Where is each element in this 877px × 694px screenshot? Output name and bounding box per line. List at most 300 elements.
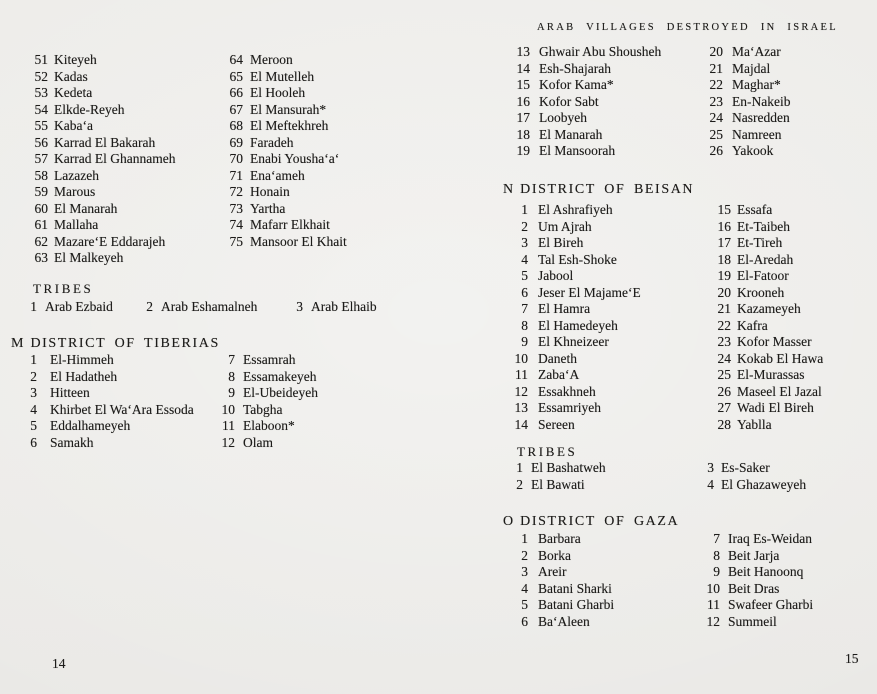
list-item bbox=[512, 318, 641, 335]
list-item bbox=[510, 127, 661, 144]
list-item bbox=[709, 235, 823, 252]
item-name: Borka bbox=[538, 547, 571, 563]
item-number: 53 bbox=[34, 85, 48, 100]
list-item bbox=[703, 127, 790, 144]
list-item bbox=[226, 151, 347, 168]
item-name: Kaba‘a bbox=[54, 118, 93, 133]
item-number: 7 bbox=[228, 352, 235, 367]
item-name: El Bawati bbox=[531, 476, 585, 492]
item-name: Kofor Kama* bbox=[539, 77, 614, 92]
item-number: 4 bbox=[521, 580, 528, 596]
item-name: El Hooleh bbox=[250, 85, 306, 100]
list-item bbox=[510, 110, 661, 127]
item-name: El Ashrafiyeh bbox=[538, 202, 613, 217]
item-number: 16 bbox=[516, 93, 530, 109]
list-item bbox=[30, 85, 175, 102]
item-name: Nasredden bbox=[732, 110, 790, 125]
item-number: 2 bbox=[146, 299, 153, 314]
item-name: El Bireh bbox=[538, 235, 584, 250]
item-name: Iraq Es-Weidan bbox=[728, 531, 812, 546]
item-name: Beit Dras bbox=[728, 580, 780, 596]
list-item bbox=[700, 548, 813, 565]
beisan-list-col2 bbox=[709, 202, 823, 433]
list-item bbox=[220, 418, 318, 435]
item-name: Es-Saker bbox=[721, 460, 770, 475]
item-name: Olam bbox=[243, 434, 273, 450]
item-number: 12 bbox=[706, 613, 720, 629]
item-name: Samakh bbox=[50, 434, 94, 450]
item-number: 4 bbox=[707, 476, 714, 492]
item-name: Kofor Masser bbox=[737, 334, 812, 349]
list-item bbox=[709, 334, 823, 351]
list-item bbox=[700, 581, 813, 598]
item-name: El-Aredah bbox=[737, 251, 794, 267]
list-item bbox=[512, 219, 641, 236]
item-name: Marous bbox=[54, 184, 96, 199]
item-number: 51 bbox=[34, 52, 48, 67]
item-number: 67 bbox=[229, 101, 243, 117]
item-number: 15 bbox=[516, 77, 530, 92]
list-item bbox=[512, 597, 614, 614]
list-item bbox=[700, 614, 813, 631]
list-item bbox=[703, 44, 790, 61]
item-number: 25 bbox=[709, 126, 723, 142]
item-number: 16 bbox=[717, 218, 731, 234]
list-item bbox=[24, 352, 194, 369]
list-item bbox=[30, 69, 175, 86]
list-item bbox=[700, 477, 806, 494]
item-number: 17 bbox=[717, 235, 731, 250]
list-item bbox=[512, 351, 641, 368]
list-item bbox=[703, 94, 790, 111]
list-item bbox=[709, 301, 823, 318]
list-item bbox=[226, 85, 347, 102]
item-name: Essamriyeh bbox=[538, 400, 601, 415]
list-item bbox=[30, 217, 175, 234]
item-name: Namreen bbox=[732, 126, 782, 142]
tiberias-continued-col1 bbox=[510, 44, 661, 160]
list-item bbox=[220, 435, 318, 452]
list-item bbox=[512, 417, 641, 434]
item-name: Essafa bbox=[737, 202, 773, 217]
item-name: Kazameyeh bbox=[737, 301, 801, 316]
item-number: 13 bbox=[514, 400, 528, 415]
item-name: Jeser El Majame‘E bbox=[538, 284, 641, 300]
list-item bbox=[30, 250, 175, 267]
item-name: El Hamedeyeh bbox=[538, 317, 618, 333]
item-name: Karrad El Ghannameh bbox=[54, 151, 176, 166]
item-name: Batani Gharbi bbox=[538, 597, 615, 612]
list-item bbox=[512, 460, 606, 477]
list-item bbox=[709, 318, 823, 335]
page-number-left: 14 bbox=[52, 656, 66, 671]
list-item bbox=[220, 385, 318, 402]
list-item bbox=[30, 151, 175, 168]
page-number-right: 15 bbox=[845, 651, 859, 666]
beisan-tribes-col1 bbox=[512, 460, 606, 493]
item-name: Zaba‘A bbox=[538, 367, 580, 382]
item-number: 7 bbox=[713, 531, 720, 546]
item-name: Kiteyeh bbox=[54, 52, 97, 67]
item-number: 27 bbox=[717, 400, 731, 415]
item-number: 6 bbox=[521, 613, 528, 629]
list-item bbox=[24, 418, 194, 435]
list-item bbox=[30, 135, 175, 152]
item-name: Ba‘Aleen bbox=[538, 613, 590, 629]
item-number: 13 bbox=[516, 44, 530, 59]
list-item bbox=[24, 385, 194, 402]
list-item bbox=[30, 118, 175, 135]
item-name: El Manarah bbox=[539, 126, 603, 142]
item-number: 3 bbox=[296, 299, 303, 314]
list-item bbox=[512, 301, 641, 318]
item-number: 69 bbox=[229, 134, 243, 150]
list-item bbox=[703, 110, 790, 127]
item-number: 3 bbox=[707, 460, 714, 475]
list-item bbox=[512, 202, 641, 219]
item-number: 57 bbox=[34, 151, 48, 166]
item-name: Eddalhameyeh bbox=[50, 418, 131, 433]
item-number: 8 bbox=[713, 547, 720, 563]
tiberias-list-col1 bbox=[24, 352, 194, 451]
item-name: El Mansurah* bbox=[250, 101, 327, 117]
item-number: 5 bbox=[521, 268, 528, 283]
list-item bbox=[512, 581, 614, 598]
list-item bbox=[709, 384, 823, 401]
running-header: ARAB VILLAGES DESTROYED IN ISRAEL bbox=[537, 22, 838, 33]
item-number: 70 bbox=[229, 151, 243, 166]
list-item bbox=[510, 61, 661, 78]
item-name: Elkde-Reyeh bbox=[54, 101, 125, 117]
section-heading-beisan bbox=[503, 182, 694, 198]
item-name: El-Himmeh bbox=[50, 352, 114, 367]
section-title: DISTRICT OF TIBERIAS bbox=[30, 336, 220, 351]
item-name: Essamrah bbox=[243, 352, 296, 367]
item-name: Karrad El Bakarah bbox=[54, 134, 156, 150]
item-number: 55 bbox=[34, 118, 48, 133]
item-number: 60 bbox=[34, 200, 48, 216]
item-name: El Meftekhreh bbox=[250, 118, 329, 133]
item-number: 24 bbox=[717, 350, 731, 366]
list-item bbox=[700, 597, 813, 614]
beisan-list-col1 bbox=[512, 202, 641, 433]
item-number: 1 bbox=[30, 299, 37, 314]
item-number: 18 bbox=[516, 126, 530, 142]
item-name: Maseel El Jazal bbox=[737, 383, 822, 399]
item-name: Maghar* bbox=[732, 77, 781, 92]
item-name: Essakhneh bbox=[538, 383, 596, 399]
item-number: 62 bbox=[34, 233, 48, 249]
list-item bbox=[709, 202, 823, 219]
item-number: 63 bbox=[34, 250, 48, 265]
item-name: Areir bbox=[538, 564, 567, 579]
list-item bbox=[226, 102, 347, 119]
list-item bbox=[512, 235, 641, 252]
item-name: Majdal bbox=[732, 60, 771, 76]
tribe-item bbox=[146, 299, 257, 316]
item-number: 24 bbox=[709, 110, 723, 125]
item-number: 14 bbox=[514, 416, 528, 432]
item-name: Barbara bbox=[538, 531, 581, 546]
list-item bbox=[709, 252, 823, 269]
list-item bbox=[510, 44, 661, 61]
list-item bbox=[510, 77, 661, 94]
item-number: 1 bbox=[30, 352, 37, 367]
item-name: El-Murassas bbox=[737, 367, 805, 382]
list-item bbox=[709, 219, 823, 236]
item-number: 58 bbox=[34, 167, 48, 183]
item-number: 9 bbox=[521, 334, 528, 349]
tribes-label-left: TRIBES bbox=[33, 281, 94, 296]
item-number: 26 bbox=[709, 143, 723, 158]
item-number: 75 bbox=[229, 233, 243, 249]
item-number: 61 bbox=[34, 217, 48, 232]
item-number: 22 bbox=[717, 317, 731, 333]
item-name: Esh-Shajarah bbox=[539, 60, 611, 76]
list-item bbox=[226, 118, 347, 135]
list-item bbox=[220, 369, 318, 386]
item-number: 25 bbox=[717, 367, 731, 382]
item-number: 2 bbox=[521, 547, 528, 563]
list-item bbox=[24, 369, 194, 386]
item-name: Hitteen bbox=[50, 385, 90, 400]
section-letter: M bbox=[11, 336, 24, 351]
item-name: Daneth bbox=[538, 350, 577, 366]
item-name: Faradeh bbox=[250, 134, 294, 150]
list-item bbox=[226, 52, 347, 69]
item-name: Mafarr Elkhait bbox=[250, 217, 330, 232]
tribes-label-right: TRIBES bbox=[517, 444, 578, 459]
item-number: 21 bbox=[717, 301, 731, 316]
section-heading-tiberias bbox=[11, 336, 220, 352]
item-number: 68 bbox=[229, 118, 243, 133]
item-number: 2 bbox=[521, 218, 528, 234]
item-name: Sereen bbox=[538, 416, 575, 432]
item-number: 10 bbox=[221, 401, 235, 417]
item-number: 28 bbox=[717, 416, 731, 432]
list-item bbox=[220, 402, 318, 419]
item-number: 4 bbox=[521, 251, 528, 267]
item-name: Jabool bbox=[538, 268, 574, 283]
item-number: 1 bbox=[521, 202, 528, 217]
item-name: Enabi Yousha‘a‘ bbox=[250, 151, 340, 166]
village-list-60s-col2 bbox=[226, 52, 347, 250]
item-name: Lazazeh bbox=[54, 167, 99, 183]
list-item bbox=[709, 400, 823, 417]
gaza-list-col2 bbox=[700, 531, 813, 630]
item-number: 20 bbox=[709, 44, 723, 59]
list-item bbox=[709, 268, 823, 285]
list-item bbox=[700, 564, 813, 581]
item-name: Khirbet El Wa‘Ara Essoda bbox=[50, 401, 194, 417]
item-name: Beit Hanoonq bbox=[728, 564, 804, 579]
item-number: 3 bbox=[521, 235, 528, 250]
item-number: 22 bbox=[709, 77, 723, 92]
item-number: 23 bbox=[709, 93, 723, 109]
item-number: 17 bbox=[516, 110, 530, 125]
list-item bbox=[709, 351, 823, 368]
item-name: El Mutelleh bbox=[250, 68, 315, 84]
item-name: Swafeer Gharbi bbox=[728, 597, 814, 612]
item-number: 6 bbox=[30, 434, 37, 450]
item-name: El Hamra bbox=[538, 301, 591, 316]
gaza-list-col1 bbox=[512, 531, 614, 630]
list-item bbox=[220, 352, 318, 369]
item-number: 8 bbox=[521, 317, 528, 333]
item-number: 12 bbox=[514, 383, 528, 399]
list-item bbox=[24, 402, 194, 419]
list-item bbox=[512, 548, 614, 565]
list-item bbox=[510, 94, 661, 111]
item-name: Meroon bbox=[250, 52, 293, 67]
item-number: 18 bbox=[717, 251, 731, 267]
item-name: Ghwair Abu Shousheh bbox=[539, 44, 662, 59]
list-item bbox=[24, 435, 194, 452]
list-item bbox=[512, 564, 614, 581]
item-name: Krooneh bbox=[737, 284, 785, 300]
item-number: 11 bbox=[707, 597, 720, 612]
tribe-item bbox=[30, 299, 113, 316]
list-item bbox=[30, 201, 175, 218]
item-number: 52 bbox=[34, 68, 48, 84]
list-item bbox=[510, 143, 661, 160]
item-number: 56 bbox=[34, 134, 48, 150]
item-name: El Ghazaweyeh bbox=[721, 476, 807, 492]
village-list-50s-col1 bbox=[30, 52, 175, 267]
item-name: Kedeta bbox=[54, 85, 93, 100]
list-item bbox=[512, 400, 641, 417]
tribe-item bbox=[296, 299, 377, 316]
item-number: 19 bbox=[516, 143, 530, 158]
item-name: Yartha bbox=[250, 200, 286, 216]
list-item bbox=[512, 614, 614, 631]
item-number: 3 bbox=[30, 385, 37, 400]
item-number: 64 bbox=[229, 52, 243, 67]
list-item bbox=[30, 234, 175, 251]
item-name: Arab Elhaib bbox=[311, 299, 377, 314]
item-name: Mazare‘E Eddarajeh bbox=[54, 233, 166, 249]
item-name: En-Nakeib bbox=[732, 93, 791, 109]
section-title: DISTRICT OF BEISAN bbox=[520, 182, 695, 197]
item-number: 10 bbox=[514, 350, 528, 366]
list-item bbox=[700, 460, 806, 477]
item-name: Yakook bbox=[732, 143, 774, 158]
item-name: Mallaha bbox=[54, 217, 99, 232]
list-item bbox=[226, 201, 347, 218]
item-number: 10 bbox=[706, 580, 720, 596]
item-number: 1 bbox=[516, 460, 523, 475]
item-number: 59 bbox=[34, 184, 48, 199]
list-item bbox=[709, 285, 823, 302]
section-title: DISTRICT OF GAZA bbox=[520, 514, 680, 529]
section-letter: O bbox=[503, 514, 514, 529]
item-name: Summeil bbox=[728, 613, 777, 629]
item-name: Et-Taibeh bbox=[737, 218, 791, 234]
item-number: 7 bbox=[521, 301, 528, 316]
item-number: 74 bbox=[229, 217, 243, 232]
item-name: Wadi El Bireh bbox=[737, 400, 814, 415]
item-name: El Khneizeer bbox=[538, 334, 609, 349]
item-name: Mansoor El Khait bbox=[250, 233, 347, 249]
list-item bbox=[226, 69, 347, 86]
item-name: Essamakeyeh bbox=[243, 368, 317, 384]
item-number: 65 bbox=[229, 68, 243, 84]
list-item bbox=[30, 52, 175, 69]
list-item bbox=[226, 234, 347, 251]
list-item bbox=[226, 135, 347, 152]
item-name: Kadas bbox=[54, 68, 88, 84]
item-number: 9 bbox=[228, 385, 235, 400]
item-name: Kokab El Hawa bbox=[737, 350, 824, 366]
item-number: 3 bbox=[521, 564, 528, 579]
list-item bbox=[512, 252, 641, 269]
list-item bbox=[512, 531, 614, 548]
list-item bbox=[703, 143, 790, 160]
list-item bbox=[709, 417, 823, 434]
section-letter: N bbox=[503, 182, 514, 197]
item-name: El Bashatweh bbox=[531, 460, 606, 475]
list-item bbox=[512, 285, 641, 302]
tiberias-list-col2 bbox=[220, 352, 318, 451]
item-number: 11 bbox=[222, 418, 235, 433]
item-name: Beit Jarja bbox=[728, 547, 780, 563]
item-name: Ma‘Azar bbox=[732, 44, 781, 59]
item-number: 6 bbox=[521, 284, 528, 300]
item-number: 2 bbox=[516, 476, 523, 492]
list-item bbox=[512, 367, 641, 384]
item-name: Kofor Sabt bbox=[539, 93, 599, 109]
item-number: 9 bbox=[713, 564, 720, 579]
item-name: Loobyeh bbox=[539, 110, 587, 125]
list-item bbox=[30, 102, 175, 119]
item-name: El-Fatoor bbox=[737, 268, 789, 283]
item-number: 21 bbox=[709, 60, 723, 76]
item-number: 19 bbox=[717, 268, 731, 283]
list-item bbox=[226, 217, 347, 234]
item-name: Yablla bbox=[737, 416, 772, 432]
item-number: 5 bbox=[30, 418, 37, 433]
item-name: El Hadatheh bbox=[50, 368, 118, 384]
item-number: 11 bbox=[515, 367, 528, 382]
list-item bbox=[512, 477, 606, 494]
item-name: Arab Eshamalneh bbox=[161, 299, 258, 314]
item-name: Batani Sharki bbox=[538, 580, 612, 596]
item-number: 1 bbox=[521, 531, 528, 546]
item-number: 2 bbox=[30, 368, 37, 384]
item-name: El-Ubeideyeh bbox=[243, 385, 318, 400]
item-number: 4 bbox=[30, 401, 37, 417]
item-number: 12 bbox=[221, 434, 235, 450]
list-item bbox=[703, 61, 790, 78]
item-number: 72 bbox=[229, 184, 243, 199]
list-item bbox=[512, 268, 641, 285]
item-name: Um Ajrah bbox=[538, 218, 592, 234]
item-name: El Manarah bbox=[54, 200, 118, 216]
item-number: 23 bbox=[717, 334, 731, 349]
list-item bbox=[30, 168, 175, 185]
item-name: El Malkeyeh bbox=[54, 250, 124, 265]
item-name: Tabgha bbox=[243, 401, 283, 417]
item-number: 71 bbox=[229, 167, 243, 183]
list-item bbox=[30, 184, 175, 201]
item-name: Et-Tireh bbox=[737, 235, 783, 250]
item-number: 5 bbox=[521, 597, 528, 612]
list-item bbox=[709, 367, 823, 384]
item-number: 26 bbox=[717, 383, 731, 399]
item-name: Arab Ezbaid bbox=[45, 299, 113, 314]
item-name: El Mansoorah bbox=[539, 143, 616, 158]
list-item bbox=[703, 77, 790, 94]
